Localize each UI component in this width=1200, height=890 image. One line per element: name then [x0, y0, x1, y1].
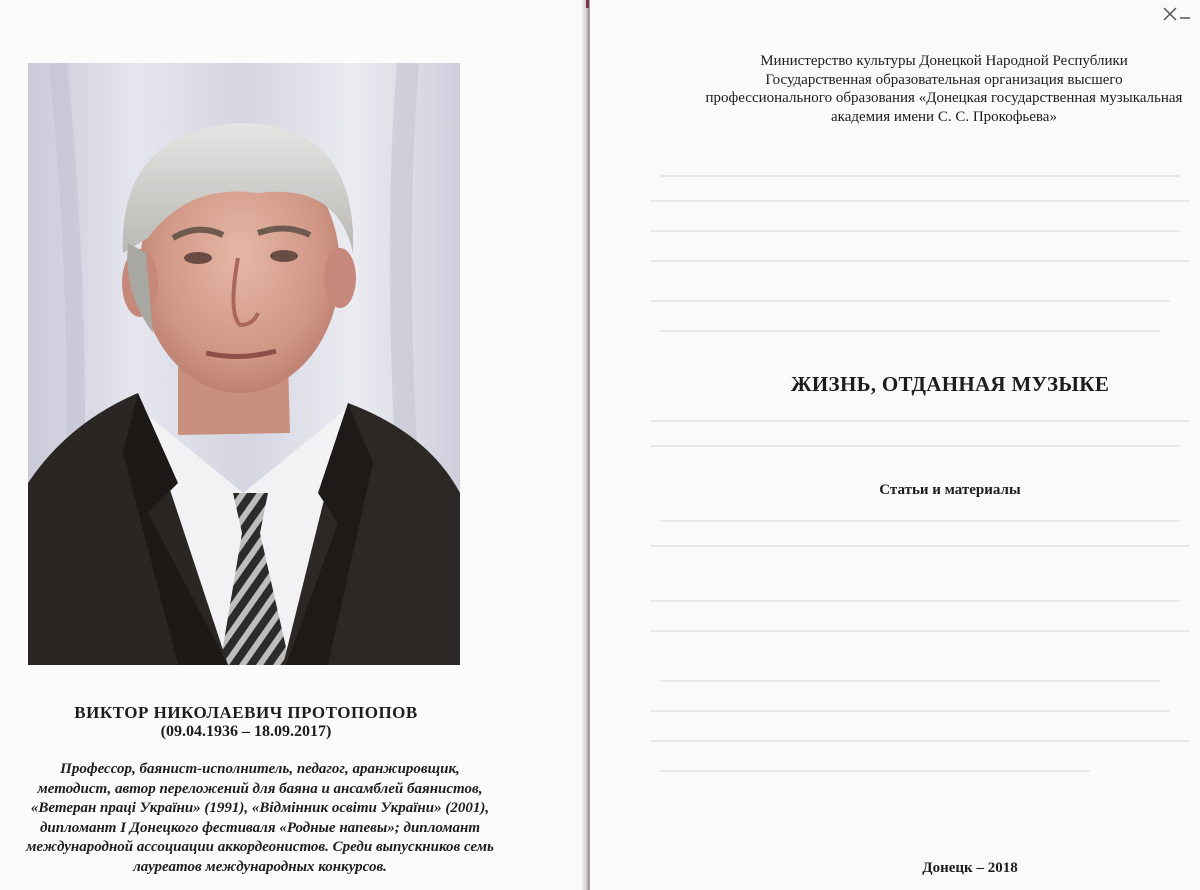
portrait-photo [28, 63, 460, 665]
left-page [0, 0, 586, 890]
bio-line: методист, автор переложений для баяна и ансамблей баянистов, [37, 780, 483, 797]
person-name: ВИКТОР НИКОЛАЕВИЧ ПРОТОПОПОВ [74, 703, 418, 722]
show-through-line [660, 770, 1090, 772]
institution-header [644, 52, 1200, 126]
show-through-line [650, 740, 1190, 742]
institution-line: Министерство культуры Донецкой Народной Республики [760, 53, 1128, 69]
right-page [590, 0, 1200, 890]
show-through-line [650, 300, 1170, 302]
show-through-line [660, 175, 1180, 177]
bio-line: «Ветеран праці України» (1991), «Відмінник освіти України» (2001), [30, 800, 490, 817]
book-subtitle: Статьи и материалы [879, 482, 1021, 498]
corner-mark-icon [1162, 6, 1192, 24]
institution-line: академия имени С. С. Прокофьева» [831, 108, 1057, 125]
show-through-line [660, 330, 1160, 332]
show-through-line [650, 545, 1190, 547]
imprint: Донецк – 2018 [922, 860, 1018, 876]
show-through-line [650, 600, 1180, 602]
book-title: ЖИЗНЬ, ОТДАННАЯ МУЗЫКЕ [790, 372, 1110, 396]
biography [0, 760, 520, 878]
institution-line: Государственная образовательная организация высшего [765, 71, 1123, 88]
show-through-line [650, 710, 1170, 712]
show-through-line [650, 630, 1190, 632]
show-through-line [650, 230, 1180, 232]
bio-line: дипломант I Донецкого фестиваля «Родные напевы»; дипломант [39, 819, 481, 836]
institution-line: профессионального образования «Донецкая государственная музыкальная [705, 90, 1183, 106]
show-through-line [650, 420, 1190, 422]
bio-line: лауреатов международных конкурсов. [133, 858, 387, 875]
life-dates: (09.04.1936 – 18.09.2017) [160, 723, 332, 740]
portrait-illustration [28, 63, 460, 665]
show-through-line [650, 445, 1180, 447]
show-through-line [660, 520, 1180, 522]
show-through-line [660, 680, 1160, 682]
bio-line: международной ассоциации аккордеонистов. Среди выпускников семь [26, 839, 494, 856]
gutter-mark [586, 0, 589, 8]
show-through-line [650, 200, 1190, 202]
show-through-line [650, 260, 1190, 262]
bio-line: Профессор, баянист-исполнитель, педагог, аранжировщик, [60, 761, 460, 777]
